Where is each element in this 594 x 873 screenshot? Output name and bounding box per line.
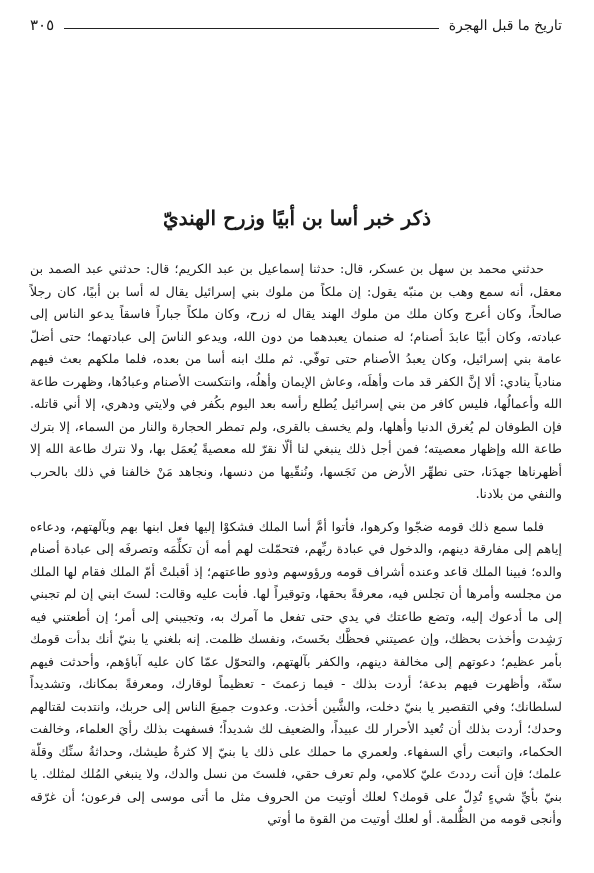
- running-title: تاريخ ما قبل الهجرة: [448, 18, 562, 34]
- page-number: ٣٠٥: [30, 16, 55, 34]
- page-header: [30, 10, 562, 34]
- chapter-title: ذكر خبر أسا بن أبيًا وزرح الهنديّ: [162, 206, 432, 230]
- paragraph-2: فلما سمع ذلك قومه ضجّوا وكرهوا، فأتوا أمَّ أسا الملك فشكوْا إليها فعل ابنها بهم وبآلهتهم، ودعاءه إياهم إلى مفارقة دينهم، والدخول في عبادة ربِّهم، فتحمّلت لهم أمه أن تكلِّمَه وتصرفَه إلى عبادة أصنام والده؛ فبينا الملك قاعد وعنده أشراف قومه ورؤوسهم وذوو طاعتهم؛ إذ أقبلتْ أمّ الملك فقام لها الملك من مجلسه وأمرها أن تجلس فيه، معرفةً بحقها، وتوقيراً لها. فأبت عليه وقالت: لستَ ابني إن لم تجبني إلى ما أدعوك إليه، وتضع طاعتك في يدي حتى تفعل ما آمرك به، وتجيبني إلى أمر؛ إن أطعتني فيه رَشِدت وأخذت بحظك، وإن عصيتني فحظَّك بخَستَ، ونفسك ظلمت. إنه بلغني يا بنيّ أنك بدأت قومك بأمر عظيم؛ دعوتهم إلى مخالفة دينهم، والكفر بآلهتهم، والتحوّل عمّا كان عليه آباؤهم، وأحدثت فيهم سنّة، وأظهرت فيهم بدعة؛ أردت بذلك - فيما زعمتَ - تعظيماً لوقارك، ومعرفةً بمكانك، وتشديداً لسلطانك؛ وفي التقصير يا بنيّ دخلت، والشَّين أخذت. وعدوت جميعَ الناس إلى حربك، وانتدبت لقتالهم وحدك؛ أردت بذلك أن تُعيد الأحرار لك عبيداً، والضعيف لك شديداً؛ فسفهت بذلك رأيَ العلماء، وخالفت الحكماء، واتبعت رأي السفهاء. ولعمري ما حملك على ذلك يا بنيّ إلا كثرةُ طيشك، وحداثةُ سنِّك وقلّة علمك؛ فإن أنت رددتَ عليّ كلامي، ولم تعرف حقي، فلستَ من نسل والدك، ولا ينبغي المُلك لمثلك. يا بنيّ بأيِّ شيءٍ تُدِلّ على قومك؟ لعلك أوتيت من الحروف مثل ما أتى موسى إلى فرعون؛ أن غرّقه وأنجى قومه من الظُّلمة. أو لعلك أوتيت من القوة ما أوتي: [30, 518, 562, 826]
- body-text: [30, 258, 562, 831]
- header-rule: [64, 28, 439, 29]
- paragraph-1: حدثني محمد بن سهل بن عسكر، قال: حدثنا إسماعيل بن عبد الكريم؛ قال: حدثني عبد الصمد بن معقل، أنه سمع وهب بن منبّه يقول: إن ملكاً من ملوك بني إسرائيل يقال له أسا بن أبيًا، كان رجلاً صالحاً، وكان أعرج وكان ملك من ملوك الهند يقال له زرح، وكان ملكاً جباراً فاسقاً يدعو الناس إلى عبادته، وكان أبيًا عابدَ أصنام؛ له صنمان يعبدهما من دون الله، ويدعو الناسَ إلى عبادتهما؛ حتى أضلّ عامة بني إسرائيل، وكان يعبدُ الأصنام حتى توفّي. ثم ملك ابنه أسا من بعده، فلما ملكهم بعث فيهم منادياً ينادي: ألا إنَّ الكفر قد مات وأهلَه، وعاش الإيمان وأهلُه، وانتكست الأصنام وعبادُها، وظهرت طاعة الله وأعمالُها، فليس كافر من بني إسرائيل يُطلع رأسه بعد اليوم بكُفر في ولايتي ودهري، إلا أني قاتله. فإن الطوفان لم يُغرق الدنيا وأهلها، ولم يخسف بالقرى، ولم تمطر الحجارة والنار من السماء، إلا بترك طاعة الله وإظهار معصيته؛ فمن أجل ذلك ينبغي لنا ألّا نقرّ لله معصيةً يُعمَل بها، ولا نترك طاعة الله إلا أظهرناها جهدَنا، حتى نطهِّر الأرض من نَجَسها، ونُنقّيها من دنسها، ونجاهد مَنْ خالفنا في ذلك بالحرب والنفي من بلادنا.: [30, 261, 562, 501]
